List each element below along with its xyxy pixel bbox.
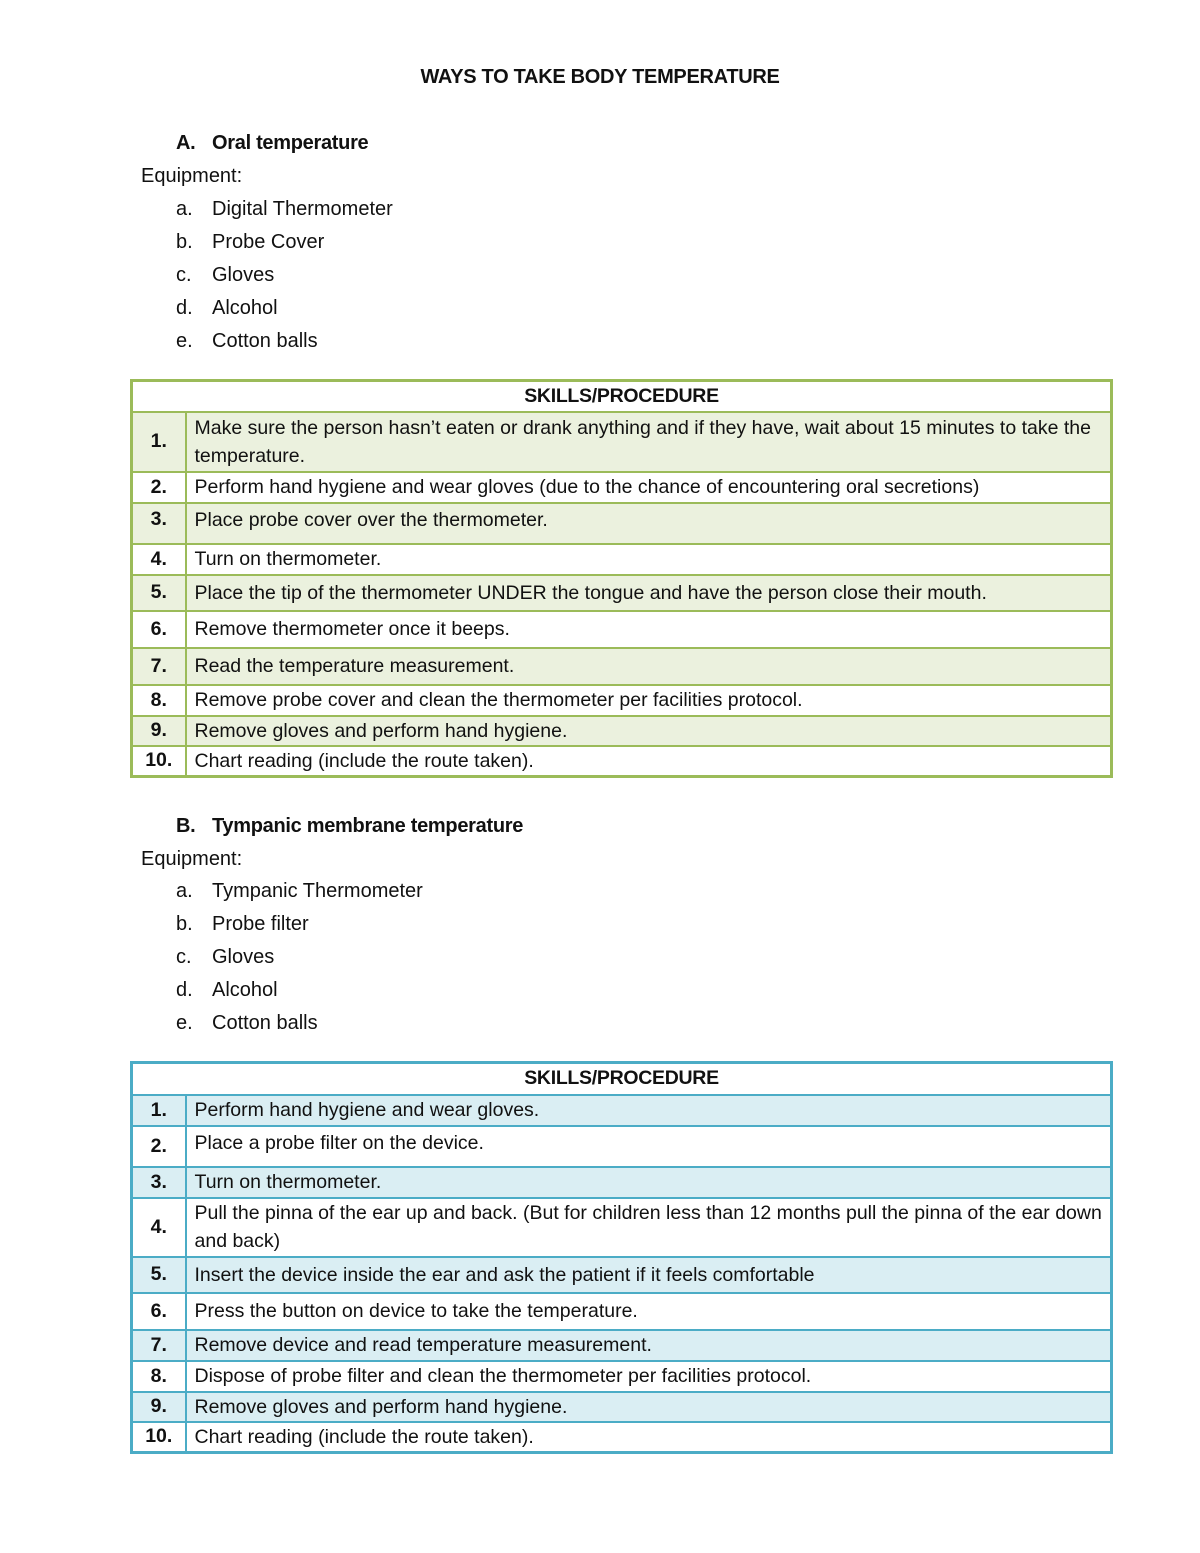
step-number: 3.: [132, 503, 186, 544]
step-number: 10.: [132, 746, 186, 777]
step-text: Turn on thermometer.: [186, 1167, 1112, 1198]
table-row: [132, 685, 1112, 716]
section-a-equipment-label: Equipment:: [141, 165, 243, 187]
table-row: [132, 544, 1112, 575]
step-number: 6.: [132, 611, 186, 648]
step-number: 8.: [132, 1361, 186, 1392]
equipment-text: Probe filter: [212, 913, 309, 935]
step-text: Press the button on device to take the temperature.: [186, 1293, 1112, 1330]
table-row: [132, 746, 1112, 777]
equipment-mark: c.: [176, 264, 192, 286]
step-text: Perform hand hygiene and wear gloves (due to the chance of encountering oral secretions): [186, 472, 1112, 503]
step-text: Chart reading (include the route taken).: [186, 746, 1112, 777]
equipment-mark: b.: [176, 231, 193, 253]
table-row: [132, 503, 1112, 544]
equipment-text: Alcohol: [212, 979, 278, 1001]
equipment-item: [176, 875, 423, 908]
equipment-item: [176, 226, 393, 259]
step-text: Pull the pinna of the ear up and back. (But for children less than 12 months pull the pinna of the ear down and back): [186, 1198, 1112, 1257]
step-number: 4.: [132, 544, 186, 575]
section-b-equipment-list: [176, 875, 423, 1040]
step-text: Remove device and read temperature measurement.: [186, 1330, 1112, 1361]
step-text: Read the temperature measurement.: [186, 648, 1112, 685]
table-row: [132, 412, 1112, 472]
table-row: [132, 611, 1112, 648]
section-b-letter: B.: [176, 815, 196, 837]
equipment-item: [176, 941, 423, 974]
table-row: [132, 1198, 1112, 1257]
equipment-text: Cotton balls: [212, 1012, 318, 1034]
equipment-mark: b.: [176, 913, 193, 935]
step-number: 7.: [132, 1330, 186, 1361]
step-number: 8.: [132, 685, 186, 716]
step-text: Remove thermometer once it beeps.: [186, 611, 1112, 648]
step-text: Make sure the person hasn’t eaten or drank anything and if they have, wait about 15 minutes to take the temperature.: [186, 412, 1112, 472]
equipment-mark: c.: [176, 946, 192, 968]
table-row: [132, 1330, 1112, 1361]
section-b-procedure-table: [130, 1061, 1113, 1454]
equipment-text: Probe Cover: [212, 231, 325, 253]
step-number: 5.: [132, 1257, 186, 1293]
section-a-title: Oral temperature: [212, 132, 369, 154]
equipment-item: [176, 259, 393, 292]
table-row: [132, 1422, 1112, 1453]
table-row: [132, 1095, 1112, 1126]
step-text: Remove gloves and perform hand hygiene.: [186, 1392, 1112, 1422]
equipment-mark: a.: [176, 198, 193, 220]
section-b-equipment-label: Equipment:: [141, 848, 243, 870]
section-b-title: Tympanic membrane temperature: [212, 815, 524, 837]
step-text: Dispose of probe filter and clean the thermometer per facilities protocol.: [186, 1361, 1112, 1392]
equipment-text: Gloves: [212, 946, 275, 968]
equipment-mark: e.: [176, 1012, 193, 1034]
equipment-item: [176, 292, 393, 325]
step-text: Remove gloves and perform hand hygiene.: [186, 716, 1112, 746]
table-header: SKILLS/PROCEDURE: [132, 1063, 1112, 1095]
step-text: Place a probe filter on the device.: [186, 1126, 1112, 1167]
step-text: Chart reading (include the route taken).: [186, 1422, 1112, 1453]
equipment-text: Cotton balls: [212, 330, 318, 352]
step-text: Remove probe cover and clean the thermometer per facilities protocol.: [186, 685, 1112, 716]
table-row: [132, 716, 1112, 746]
step-number: 9.: [132, 716, 186, 746]
table-row: [132, 1293, 1112, 1330]
equipment-mark: d.: [176, 297, 193, 319]
equipment-mark: e.: [176, 330, 193, 352]
equipment-text: Gloves: [212, 264, 275, 286]
table-row: [132, 472, 1112, 503]
equipment-item: [176, 193, 393, 226]
section-a-letter: A.: [176, 132, 196, 154]
step-number: 2.: [132, 472, 186, 503]
equipment-text: Alcohol: [212, 297, 278, 319]
step-text: Insert the device inside the ear and ask the patient if it feels comfortable: [186, 1257, 1112, 1293]
equipment-item: [176, 974, 423, 1007]
equipment-item: [176, 908, 423, 941]
table-row: [132, 575, 1112, 611]
table-row: [132, 1257, 1112, 1293]
table-row: [132, 1167, 1112, 1198]
step-number: 7.: [132, 648, 186, 685]
step-number: 4.: [132, 1198, 186, 1257]
equipment-mark: d.: [176, 979, 193, 1001]
section-a-heading: [176, 132, 368, 155]
table-row: [132, 1361, 1112, 1392]
step-number: 3.: [132, 1167, 186, 1198]
page-title: WAYS TO TAKE BODY TEMPERATURE: [420, 66, 780, 88]
table-header: SKILLS/PROCEDURE: [132, 381, 1112, 412]
table-row: [132, 1392, 1112, 1422]
equipment-mark: a.: [176, 880, 193, 902]
table-row: [132, 1126, 1112, 1167]
step-number: 6.: [132, 1293, 186, 1330]
step-number: 10.: [132, 1422, 186, 1453]
step-number: 1.: [132, 412, 186, 472]
table-row: [132, 648, 1112, 685]
step-number: 2.: [132, 1126, 186, 1167]
step-text: Perform hand hygiene and wear gloves.: [186, 1095, 1112, 1126]
step-number: 1.: [132, 1095, 186, 1126]
step-number: 5.: [132, 575, 186, 611]
equipment-item: [176, 325, 393, 358]
step-text: Place probe cover over the thermometer.: [186, 503, 1112, 544]
equipment-text: Digital Thermometer: [212, 198, 393, 220]
section-a-equipment-list: [176, 193, 393, 358]
step-text: Place the tip of the thermometer UNDER the tongue and have the person close their mouth.: [186, 575, 1112, 611]
section-b-heading: [176, 815, 523, 838]
section-a-procedure-table: [130, 379, 1113, 778]
step-text: Turn on thermometer.: [186, 544, 1112, 575]
equipment-item: [176, 1007, 423, 1040]
step-number: 9.: [132, 1392, 186, 1422]
equipment-text: Tympanic Thermometer: [212, 880, 423, 902]
